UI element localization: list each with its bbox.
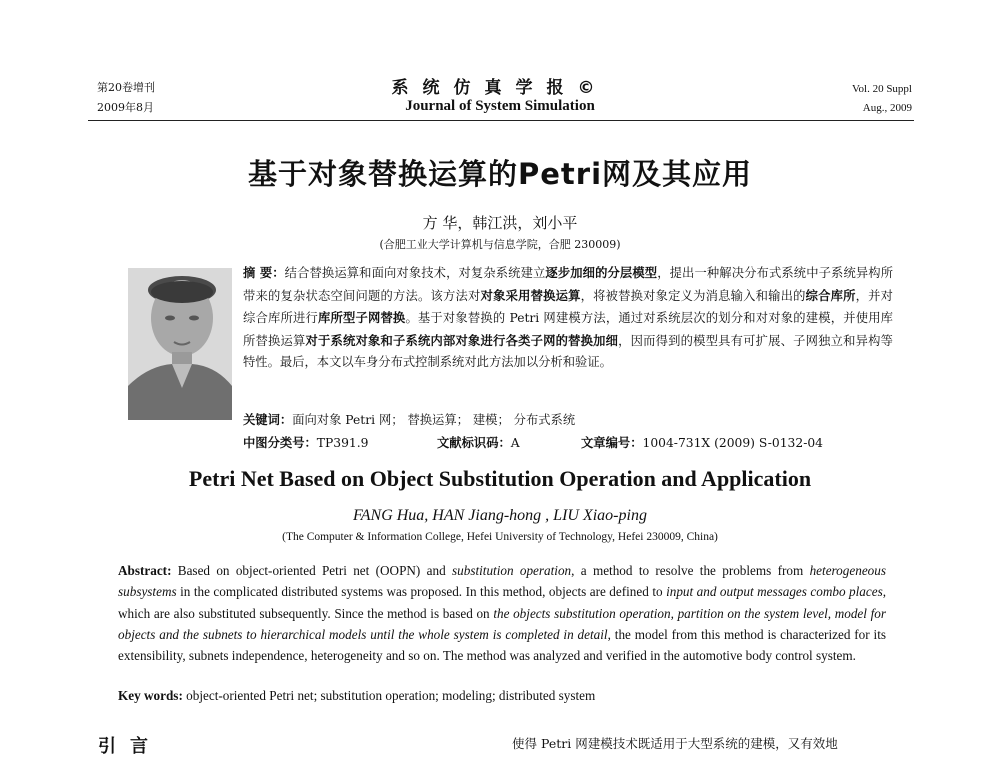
abstract-en-text: Based on object-oriented Petri net (OOPN) and	[171, 563, 452, 578]
abstract-en-italic: the objects substitution operation, partition on the system level, model for objects and the subnets to hierarchical models until the whole system is completed in detail	[118, 605, 886, 642]
author-photo	[128, 268, 232, 420]
volume-label-en: Vol. 20 Suppl	[851, 83, 912, 95]
keywords-en-text: object-oriented Petri net; substitution operation; modeling; distributed system	[182, 688, 596, 703]
abstract-en-text: , the model from this method is characterized for its extensibility, subnets independence, heterogeneity and so on. The method was analyzed and verified in the automotive body control system.	[118, 626, 886, 664]
clc-code	[243, 433, 368, 451]
abstract-en-text: , a method to resolve the problems from	[571, 563, 810, 578]
abstract-cn-text: 结合替换运算和面向对象技术，对复杂系统建立	[284, 266, 546, 280]
abstract-cn-text: ，将被替换对象定义为消息输入和输出的	[580, 288, 806, 303]
doc-label: 文献标识码：	[437, 435, 511, 450]
abstract-cn-text: ，提出一种解决分布式系统中子系统异构所带来的复杂状态空间问题的方法。该方法对	[243, 266, 893, 303]
abstract-cn-emphasis: 综合库所	[805, 287, 856, 303]
abstract-cn-label: 摘 要：	[243, 265, 285, 280]
abstract-en-text: in the complicated distributed systems was proposed. In this method, objects are defined to	[176, 584, 667, 600]
journal-title-en: Journal of System Simulation	[405, 98, 595, 114]
abstract-cn-emphasis: 对于系统对象和子系统内部对象进行各类子网的替换加细	[305, 332, 619, 348]
volume-label-cn: 第20卷增刊	[97, 81, 155, 94]
abstract-en-italic: substitution operation	[452, 563, 572, 578]
abstract-en-text: , which are also substituted subsequently. Since the method is based on	[118, 584, 886, 621]
abstract-en-italic: heterogeneous subsystems	[118, 563, 886, 600]
doc-value: A	[510, 436, 520, 450]
article-value: 1004-731X (2009) S-0132-04	[642, 436, 824, 450]
body-text-continuation: 使得 Petri 网建模技术既适用于大型系统的建模，又有效地	[512, 736, 838, 751]
journal-title-cn: 系统仿真学报©	[391, 78, 609, 98]
abstract-cn-text: ，因而得到的模型具有可扩展、子网独立和异构等特性。最后，本文以车身分布式控制系统对此方法加以分析和验证。	[243, 333, 893, 369]
keywords-cn-label: 关键词：	[243, 412, 293, 427]
clc-value: TP391.9	[316, 436, 369, 450]
date-label-en: Aug., 2009	[862, 102, 912, 114]
paper-title-en: Petri Net Based on Object Substitution Operation and Application	[188, 466, 812, 491]
abstract-en-italic: input and output messages combo places	[666, 584, 883, 600]
abstract-cn-text: ，并对综合库所进行	[243, 288, 893, 325]
abstract-en	[118, 560, 886, 666]
keywords-en-label: Key words:	[118, 688, 183, 703]
header-rule	[88, 120, 914, 121]
clc-label: 中图分类号：	[243, 435, 317, 450]
abstract-cn-emphasis: 对象采用替换运算	[480, 287, 581, 303]
article-number	[581, 433, 823, 451]
doc-code	[437, 433, 520, 451]
authors-cn: 方 华，韩江洪，刘小平	[422, 214, 578, 232]
section-heading-introduction: 引言	[98, 736, 162, 757]
paper-title-cn: 基于对象替换运算的Petri网及其应用	[247, 157, 753, 191]
keywords-en	[118, 688, 595, 704]
abstract-cn	[243, 262, 893, 374]
affiliation-cn: (合肥工业大学计算机与信息学院，合肥 230009)	[379, 238, 621, 251]
keywords-cn-text: 面向对象 Petri 网； 替换运算； 建模； 分布式系统	[292, 413, 576, 427]
abstract-cn-emphasis: 库所型子网替换	[317, 310, 406, 325]
article-label: 文章编号：	[581, 435, 643, 450]
authors-en: FANG Hua, HAN Jiang-hong , LIU Xiao-ping	[353, 507, 647, 524]
author-portrait-image	[128, 268, 232, 420]
affiliation-en: (The Computer & Information College, Hefei University of Technology, Hefei 230009, China)	[282, 531, 718, 543]
date-label-cn: 2009年8月	[97, 101, 154, 114]
abstract-cn-emphasis: 逐步加细的分层模型	[545, 265, 658, 280]
abstract-en-label: Abstract:	[118, 563, 172, 578]
abstract-cn-text: 。基于对象替换的 Petri 网建模方法，通过对系统层次的划分和对对象的建模，并使用库所替换运算	[243, 311, 893, 348]
keywords-cn	[243, 410, 575, 428]
